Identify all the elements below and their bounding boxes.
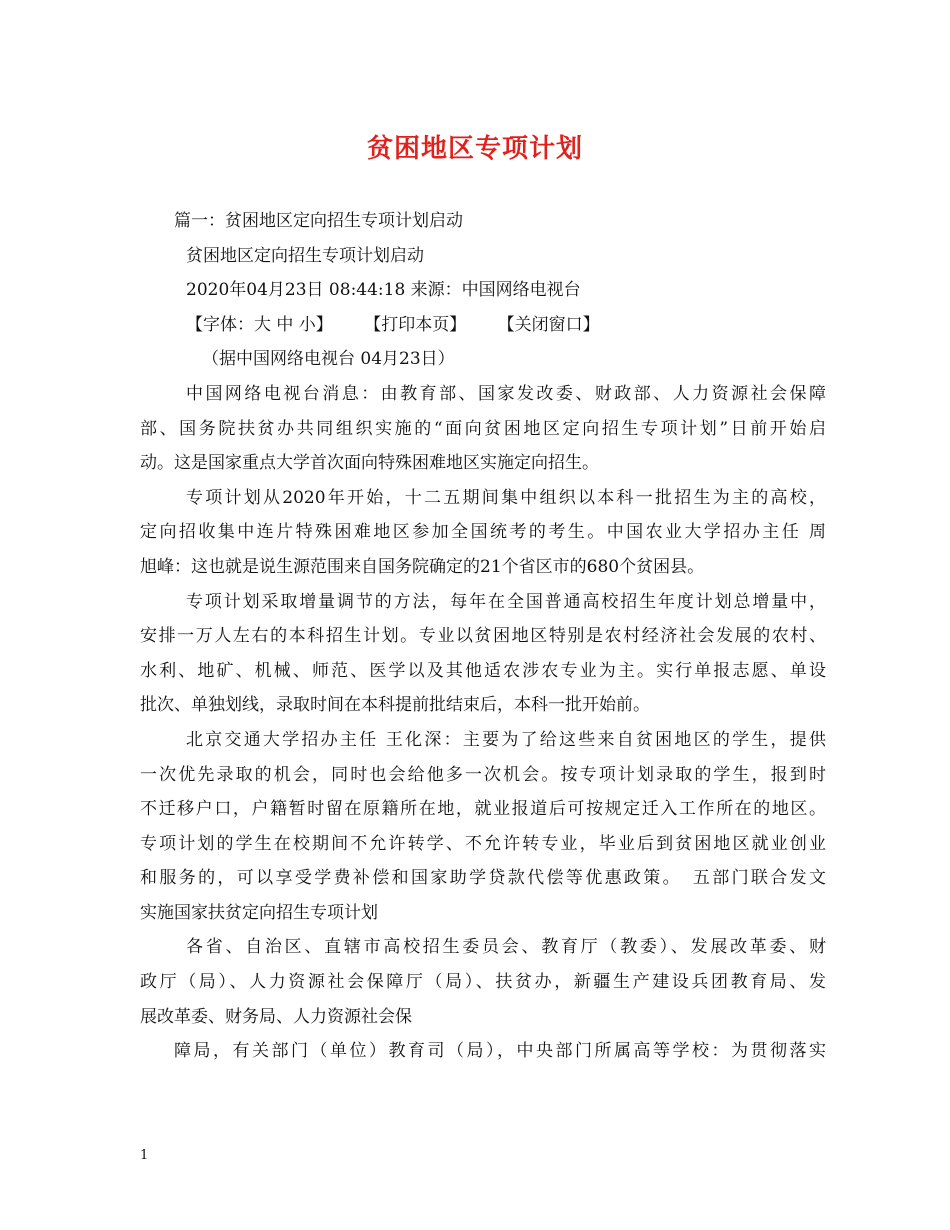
paragraph-line: 障局，有关部门（单位）教育司（局），中央部门所属高等学校：为贯彻落实 [174,1041,826,1062]
font-size-control[interactable]: 【字体：大 中 小】 [186,314,333,335]
paragraph-line: 部、国务院扶贫办共同组织实施的“面向贫困地区定向招生专项计划”日前开始启 [140,418,826,439]
print-page-link[interactable]: 【打印本页】 [364,314,467,335]
paragraph-line: 旭峰：这也就是说生源范围来自国务院确定的21个省区市的680个贫困县。 [140,556,705,577]
paragraph-line: 专项计划采取增量调节的方法，每年在全国普通高校招生年度计划总增量中， [186,591,826,612]
paragraph-line: 北京交通大学招办主任 王化深：主要为了给这些来自贫困地区的学生，提供 [186,729,826,750]
article-subheading: 贫困地区定向招生专项计划启动 [186,245,424,266]
paragraph-line: 展改革委、财务局、人力资源社会保 [140,1006,412,1027]
paragraph-line: 不迁移户口，户籍暂时留在原籍所在地，就业报道后可按规定迁入工作所在的地区。 [140,799,826,820]
paragraph-line: 中国网络电视台消息：由教育部、国家发改委、财政部、人力资源社会保障 [186,383,826,404]
close-window-link[interactable]: 【关闭窗口】 [497,314,600,335]
page-number: 1 [140,1148,149,1163]
document-body [140,204,826,1069]
article-byline: （据中国网络电视台 04月23日） [202,349,455,370]
article-controls [140,308,826,343]
paragraph-line: 实施国家扶贫定向招生专项计划 [140,902,378,923]
publish-meta: 2020年04月23日 08:44:18 来源：中国网络电视台 [186,280,581,301]
paragraph-line: 水利、地矿、机械、师范、医学以及其他适农涉农专业为主。实行单报志愿、单设 [140,660,826,681]
paragraph-line: 政厅（局）、人力资源社会保障厅（局）、扶贫办，新疆生产建设兵团教育局、发 [140,972,826,993]
paragraph-line: 一次优先录取的机会，同时也会给他多一次机会。按专项计划录取的学生，报到时 [140,764,826,785]
article-heading: 篇一：贫困地区定向招生专项计划启动 [174,211,463,231]
paragraph-line: 各省、自治区、直辖市高校招生委员会、教育厅（教委）、发展改革委、财 [186,937,826,958]
document-title: 贫困地区专项计划 [366,134,583,164]
paragraph-line: 安排一万人左右的本科招生计划。专业以贫困地区特别是农村经济社会发展的农村、 [140,626,826,647]
paragraph-line: 和服务的，可以享受学费补偿和国家助学贷款代偿等优惠政策。 五部门联合发文 [140,868,826,889]
paragraph-line: 定向招收集中连片特殊困难地区参加全国统考的考生。中国农业大学招办主任 周 [140,522,826,543]
paragraph-line: 专项计划的学生在校期间不允许转学、不允许转专业，毕业后到贫困地区就业创业 [140,833,826,854]
paragraph-line: 专项计划从2020年开始，十二五期间集中组织以本科一批招生为主的高校， [186,487,826,508]
paragraph-line: 动。这是国家重点大学首次面向特殊困难地区实施定向招生。 [140,453,599,474]
paragraph-line: 批次、单独划线，录取时间在本科提前批结束后，本科一批开始前。 [140,695,650,716]
